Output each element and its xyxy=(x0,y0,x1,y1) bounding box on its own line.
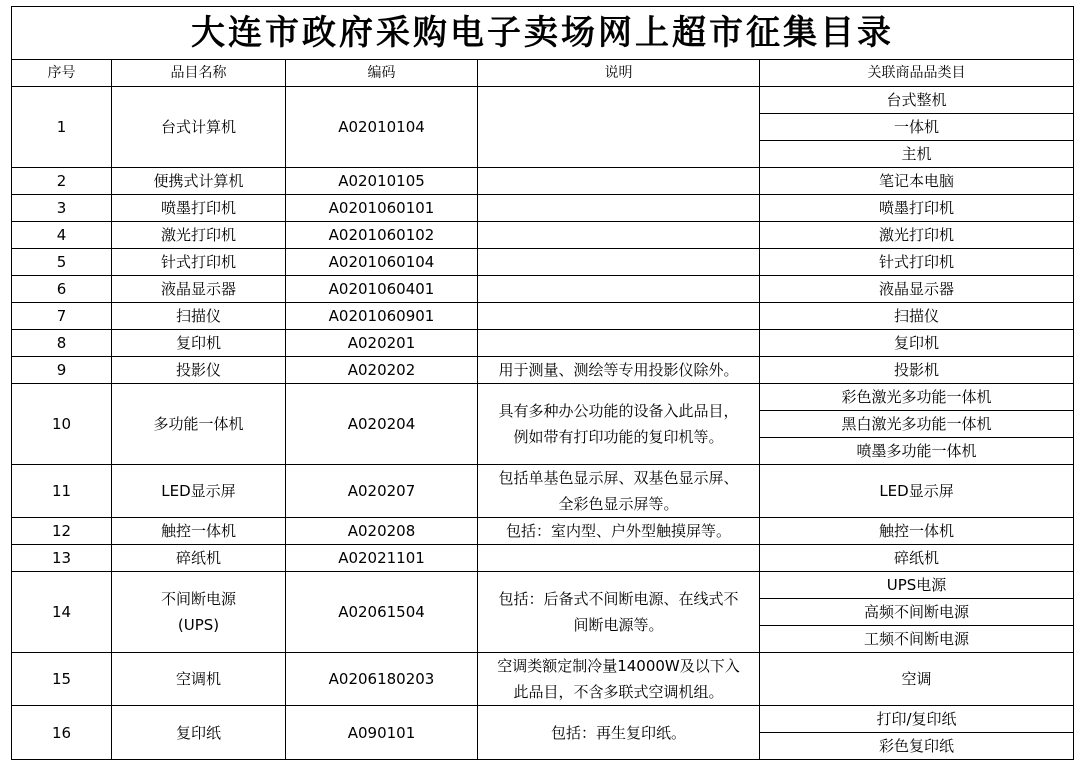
item-name-line: 不间断电源 xyxy=(160,590,236,608)
table-row xyxy=(12,572,1074,599)
item-description-line: 空调类额定制冷量14000W及以下入 xyxy=(497,657,740,675)
item-description-line: 包括：后备式不间断电源、在线式不 xyxy=(498,590,739,608)
item-name xyxy=(112,653,286,706)
item-code: A02010105 xyxy=(286,168,478,195)
item-code: A02010104 xyxy=(286,87,478,168)
related-category: 彩色复印纸 xyxy=(760,733,1074,760)
row-number: 12 xyxy=(12,518,112,545)
table-row xyxy=(12,330,1074,357)
catalog-table xyxy=(11,6,1074,760)
item-description xyxy=(478,87,760,168)
item-description xyxy=(478,303,760,330)
table-row xyxy=(12,195,1074,222)
related-category: 喷墨多功能一体机 xyxy=(760,438,1074,465)
header-no: 序号 xyxy=(12,60,112,87)
item-description xyxy=(478,545,760,572)
table-row xyxy=(12,249,1074,276)
item-code: A02061504 xyxy=(286,572,478,653)
row-number: 7 xyxy=(12,303,112,330)
row-number: 10 xyxy=(12,384,112,465)
related-category: 台式整机 xyxy=(760,87,1074,114)
related-category: 高频不间断电源 xyxy=(760,599,1074,626)
row-number: 3 xyxy=(12,195,112,222)
item-name xyxy=(112,276,286,303)
item-name xyxy=(112,168,286,195)
item-name xyxy=(112,518,286,545)
item-name xyxy=(112,330,286,357)
item-description xyxy=(478,384,760,465)
item-name xyxy=(112,222,286,249)
related-category: 激光打印机 xyxy=(760,222,1074,249)
item-code: A020208 xyxy=(286,518,478,545)
related-category: 主机 xyxy=(760,141,1074,168)
table-row xyxy=(12,303,1074,330)
item-name xyxy=(112,384,286,465)
header-row xyxy=(12,60,1074,87)
item-code: A0201060401 xyxy=(286,276,478,303)
related-category: 碎纸机 xyxy=(760,545,1074,572)
related-category: 针式打印机 xyxy=(760,249,1074,276)
item-code: A090101 xyxy=(286,706,478,760)
row-number: 1 xyxy=(12,87,112,168)
item-description xyxy=(478,653,760,706)
item-description xyxy=(478,572,760,653)
item-description xyxy=(478,249,760,276)
related-category: 触控一体机 xyxy=(760,518,1074,545)
item-name-line: 空调机 xyxy=(175,670,221,688)
row-number: 15 xyxy=(12,653,112,706)
related-category: LED显示屏 xyxy=(760,465,1074,518)
item-description xyxy=(478,276,760,303)
item-name xyxy=(112,465,286,518)
related-category: 空调 xyxy=(760,653,1074,706)
item-description-line: 用于测量、测绘等专用投影仪除外。 xyxy=(498,361,739,379)
row-number: 6 xyxy=(12,276,112,303)
item-description-line: 包括单基色显示屏、双基色显示屏、 xyxy=(498,469,739,487)
item-description xyxy=(478,222,760,249)
item-description-line: 间断电源等。 xyxy=(573,616,664,634)
table-row xyxy=(12,276,1074,303)
item-name xyxy=(112,303,286,330)
related-category: 黑白激光多功能一体机 xyxy=(760,411,1074,438)
item-name xyxy=(112,87,286,168)
related-category: 一体机 xyxy=(760,114,1074,141)
row-number: 4 xyxy=(12,222,112,249)
item-description-line: 例如带有打印功能的复印机等。 xyxy=(513,428,724,446)
item-name xyxy=(112,249,286,276)
row-number: 8 xyxy=(12,330,112,357)
item-description-line: 全彩色显示屏等。 xyxy=(558,495,679,513)
item-code: A020202 xyxy=(286,357,478,384)
table-row xyxy=(12,87,1074,114)
related-category: UPS电源 xyxy=(760,572,1074,599)
item-name-line: LED显示屏 xyxy=(161,482,236,500)
item-code: A0201060104 xyxy=(286,249,478,276)
related-category: 打印/复印纸 xyxy=(760,706,1074,733)
header-related: 关联商品品类目 xyxy=(760,60,1074,87)
row-number: 16 xyxy=(12,706,112,760)
related-category: 液晶显示器 xyxy=(760,276,1074,303)
item-name-line: (UPS) xyxy=(177,616,220,634)
item-description-line: 包括：室内型、户外型触摸屏等。 xyxy=(505,522,731,540)
table-row xyxy=(12,545,1074,572)
item-code: A020201 xyxy=(286,330,478,357)
item-name-line: 碎纸机 xyxy=(175,549,221,567)
table-row xyxy=(12,465,1074,518)
item-name xyxy=(112,357,286,384)
header-name: 品目名称 xyxy=(112,60,286,87)
item-name-line: 投影仪 xyxy=(175,361,221,379)
item-description-line: 具有多种办公功能的设备入此品目， xyxy=(498,402,739,420)
item-name-line: 触控一体机 xyxy=(160,522,236,540)
row-number: 5 xyxy=(12,249,112,276)
related-category: 笔记本电脑 xyxy=(760,168,1074,195)
item-name xyxy=(112,706,286,760)
related-category: 投影机 xyxy=(760,357,1074,384)
item-name xyxy=(112,545,286,572)
item-name-line: 多功能一体机 xyxy=(153,415,244,433)
item-code: A0206180203 xyxy=(286,653,478,706)
page-title: 大连市政府采购电子卖场网上超市征集目录 xyxy=(12,7,1074,60)
related-category: 复印机 xyxy=(760,330,1074,357)
table-row xyxy=(12,653,1074,706)
item-code: A0201060102 xyxy=(286,222,478,249)
related-category: 喷墨打印机 xyxy=(760,195,1074,222)
row-number: 11 xyxy=(12,465,112,518)
header-code: 编码 xyxy=(286,60,478,87)
related-category: 工频不间断电源 xyxy=(760,626,1074,653)
row-number: 13 xyxy=(12,545,112,572)
row-number: 2 xyxy=(12,168,112,195)
item-code: A0201060101 xyxy=(286,195,478,222)
item-description xyxy=(478,168,760,195)
item-name-line: 复印纸 xyxy=(175,723,221,742)
item-name xyxy=(112,195,286,222)
item-name-line: 复印机 xyxy=(175,334,221,352)
item-name-line: 喷墨打印机 xyxy=(160,199,236,217)
item-description xyxy=(478,330,760,357)
item-name-line: 针式打印机 xyxy=(160,253,236,271)
item-name-line: 台式计算机 xyxy=(160,118,236,136)
table-row xyxy=(12,357,1074,384)
row-number: 9 xyxy=(12,357,112,384)
table-row xyxy=(12,168,1074,195)
item-description-line: 包括：再生复印纸。 xyxy=(550,723,686,742)
item-code: A020204 xyxy=(286,384,478,465)
item-code: A020207 xyxy=(286,465,478,518)
table-row xyxy=(12,706,1074,733)
table-row xyxy=(12,518,1074,545)
item-description-line: 此品目，不含多联式空调机组。 xyxy=(513,683,724,701)
item-description xyxy=(478,465,760,518)
table-row xyxy=(12,222,1074,249)
related-category: 彩色激光多功能一体机 xyxy=(760,384,1074,411)
item-description xyxy=(478,195,760,222)
item-code: A0201060901 xyxy=(286,303,478,330)
item-description xyxy=(478,518,760,545)
item-name xyxy=(112,572,286,653)
item-name-line: 扫描仪 xyxy=(175,307,221,325)
item-name-line: 激光打印机 xyxy=(160,226,236,244)
item-name-line: 便携式计算机 xyxy=(153,172,244,190)
item-code: A02021101 xyxy=(286,545,478,572)
table-row xyxy=(12,384,1074,411)
item-name-line: 液晶显示器 xyxy=(160,280,236,298)
related-category: 扫描仪 xyxy=(760,303,1074,330)
item-description xyxy=(478,706,760,760)
header-desc: 说明 xyxy=(478,60,760,87)
item-description xyxy=(478,357,760,384)
row-number: 14 xyxy=(12,572,112,653)
